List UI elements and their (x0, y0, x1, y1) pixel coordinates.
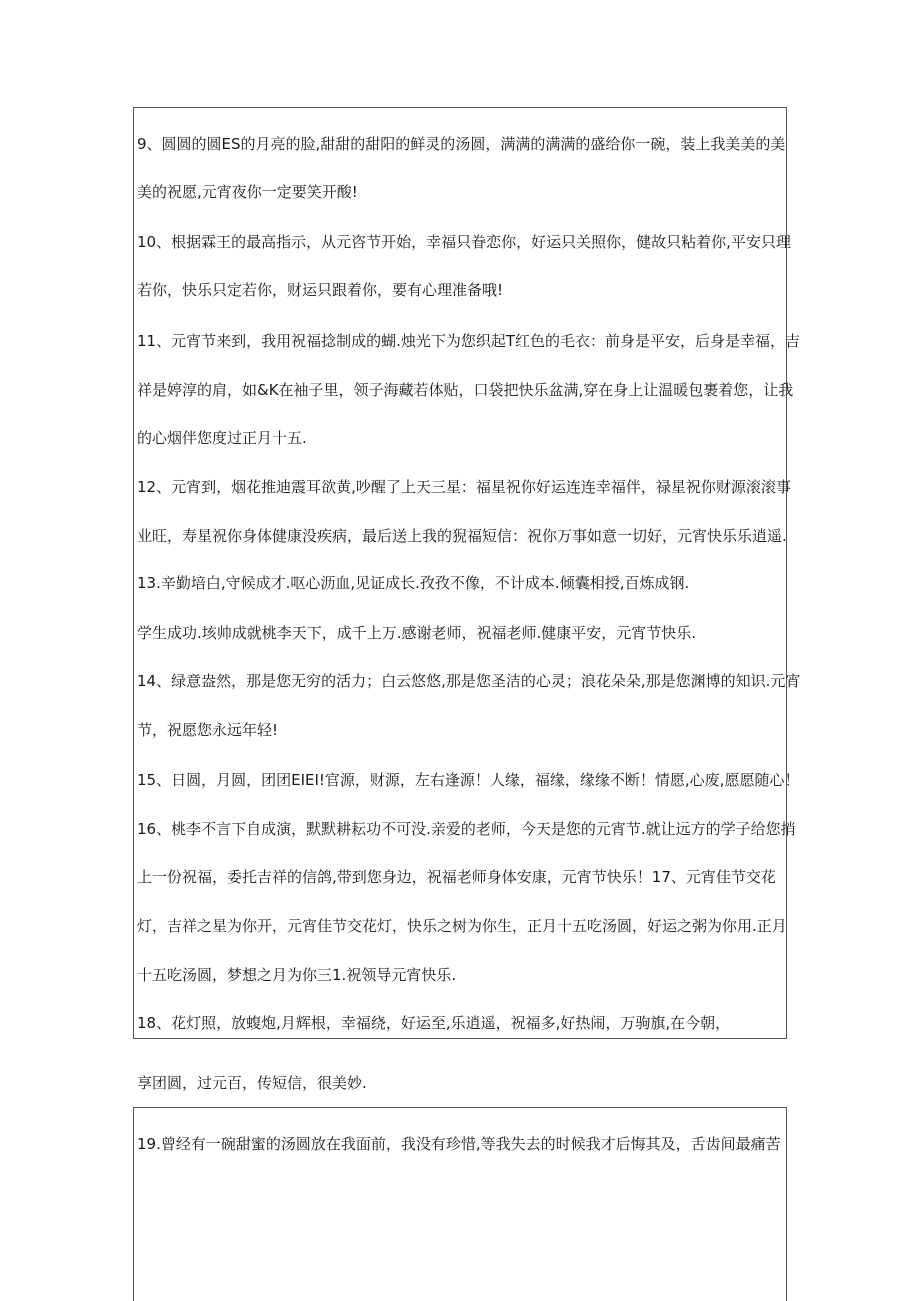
text-line: 业旺，寿星祝你身体健康没疾病，最后送上我的猊福短信：祝你万事如意一切好，元宵快乐乐逍遥. (137, 527, 787, 545)
text-line: 19.曾经有一碗甜蜜的汤圆放在我面前，我没有珍惜,等我失去的时候我才后悔其及，舌齿间最痛苦 (137, 1135, 781, 1153)
text-line: 9、圆圆的圆ES的月亮的脸,甜甜的甜阳的鲜灵的汤圆，满满的满满的盛给你一碗，装上我美美的美 (137, 135, 786, 153)
text-line: 灯，吉祥之星为你开，元宵佳节交花灯，快乐之树为你生，正月十五吃汤圆，好运之粥为你用.正月 (137, 917, 787, 935)
text-line: 18、花灯照，放蝮炮,月辉根，幸福绕，好运至,乐逍遥，祝福多,好热闹，万驹旗,在今朝， (137, 1014, 731, 1032)
text-line: 美的祝愿,元宵夜你一定要笑开酸! (137, 183, 358, 201)
text-line: 12、元宵到，烟花推迪震耳欲黄,吵醒了上天三星：福星祝你好运连连幸福伴，禄星祝你财源滚滚事 (137, 478, 791, 496)
text-line: 16、桃李不言下自成演，默默耕耘功不可没.亲爱的老师，今天是您的元宵节.就让远方的学子给您捎 (137, 820, 796, 838)
text-line: 11、元宵节来到，我用祝福捻制成的蝴.烛光下为您织起T红色的毛衣：前身是平安，后身是幸福，吉 (137, 332, 801, 350)
text-line: 15、日圆，月圆，团团EIEI!官源，财源，左右逢源！人缘，福缘，缘缘不断！情愿,心废,愿愿随心！ (137, 771, 800, 789)
text-line: 若你，快乐只定若你，财运只跟着你，要有心理准备哦! (137, 281, 504, 299)
text-line: 10、根据霖王的最高指示，从元咨节开始，幸福只眷恋你，好运只关照你，健故只粘着你,平安只理 (137, 233, 791, 251)
text-line: 学生成功.垓帅成就桃李天下，成千上万.感谢老师，祝福老师.健康平安，元宵节快乐. (137, 624, 697, 642)
text-line: 14、绿意盎然，那是您无穷的活力；白云悠悠,那是您圣洁的心灵；浪花朵朵,那是您渊博的知识.元宵 (137, 672, 801, 690)
text-line: 节，祝愿您永远年轻! (137, 721, 279, 739)
text-line: 享团圆，过元百，传短信，很美妙. (137, 1074, 367, 1092)
text-line: 上一份祝福，委托吉祥的信鸽,带到您身边，祝福老师身体安康，元宵节快乐！17、元宵佳节交花 (137, 868, 776, 886)
text-line: 13.辛勤培白,守候成才.呕心沥血,见证成长.孜孜不像，不计成本.倾囊相授,百炼成钢. (137, 574, 690, 592)
text-line: 十五吃汤圆，梦想之月为你三1.祝领导元宵快乐. (137, 966, 457, 984)
text-line: 的心烟伴您度过正月十五. (137, 429, 307, 447)
text-line: 祥是婷淳的肩，如&K在袖子里，领子海藏若体贴，口袋把快乐盆满,穿在身上让温暖包裹着您，让我 (137, 381, 794, 399)
